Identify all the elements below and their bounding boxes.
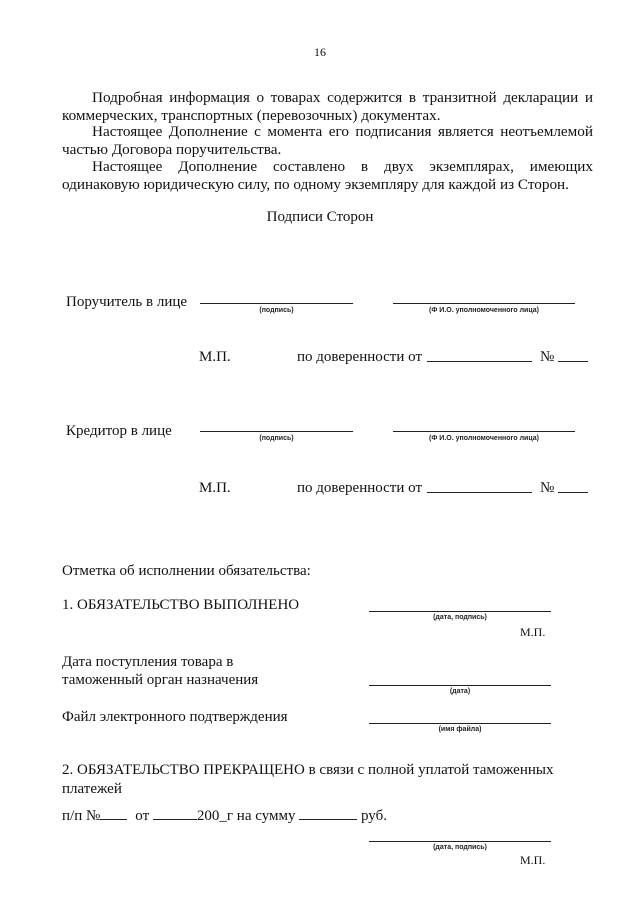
arrival-date-label-line: таможенный орган назначения [62, 672, 259, 688]
fulfilled-date-signature-line[interactable] [369, 611, 551, 612]
paragraph-line: частью Договора поручительства. [62, 141, 282, 158]
creditor-signature-caption: (подпись) [259, 435, 294, 442]
signatures-heading: Подписи Сторон [266, 209, 374, 225]
payment-order-from: от [135, 808, 150, 824]
guarantor-label: Поручитель в лице [66, 294, 188, 310]
arrival-date-label [62, 653, 258, 689]
arrival-date-label-line: Дата поступления товара в [62, 654, 234, 670]
payment-order-number-field[interactable] [100, 808, 127, 820]
creditor-seal: М.П. [199, 480, 231, 496]
guarantor-poa-label: по доверенности от [297, 349, 422, 365]
payment-order-prefix: п/п № [62, 808, 101, 824]
payment-currency: руб. [361, 808, 387, 824]
creditor-poa-number-line[interactable] [558, 492, 588, 493]
execution-title: Отметка об исполнении обязательства: [62, 563, 311, 579]
file-name-line[interactable] [369, 723, 551, 724]
obligation-terminated-line: 2. ОБЯЗАТЕЛЬСТВО ПРЕКРАЩЕНО в связи с полной уплатой таможенных [62, 762, 554, 778]
fulfilled-seal: М.П. [520, 625, 546, 639]
page-number: 16 [314, 45, 326, 59]
paragraph-line: Подробная информация о товарах содержится в транзитной декларации и [92, 89, 593, 106]
creditor-poa-label: по доверенности от [297, 480, 422, 496]
terminated-date-signature-line[interactable] [369, 841, 551, 842]
arrival-date-line[interactable] [369, 685, 551, 686]
fulfilled-caption: (дата, подпись) [433, 614, 487, 621]
guarantor-poa-date-line[interactable] [427, 361, 532, 362]
guarantor-signature-caption: (подпись) [259, 307, 294, 314]
obligation-terminated-line: платежей [62, 781, 122, 797]
creditor-name-caption: (Ф И.О. уполномоченного лица) [429, 435, 539, 442]
guarantor-number-sign: № [540, 349, 555, 365]
paragraph-line: Настоящее Дополнение с момента его подписания является неотъемлемой [92, 123, 593, 140]
creditor-name-line[interactable] [393, 431, 575, 432]
creditor-poa-date-line[interactable] [427, 492, 532, 493]
file-label: Файл электронного подтверждения [62, 709, 288, 725]
obligation-fulfilled-label: 1. ОБЯЗАТЕЛЬСТВО ВЫПОЛНЕНО [62, 597, 300, 613]
terminated-seal: М.П. [520, 853, 546, 867]
paragraph-copies [62, 158, 593, 194]
creditor-label: Кредитор в лице [66, 423, 172, 439]
terminated-caption: (дата, подпись) [433, 844, 487, 851]
payment-order-year: 200_г на сумму [196, 808, 296, 824]
file-name-caption: (имя файла) [438, 726, 482, 733]
paragraph-line: Настоящее Дополнение составлено в двух экземплярах, имеющих [92, 158, 593, 175]
guarantor-name-line[interactable] [393, 303, 575, 304]
paragraph-line: одинаковую юридическую силу, по одному экземпляру для каждой из Сторон. [62, 176, 569, 193]
paragraph-goods-info [62, 89, 593, 125]
paragraph-line: коммерческих, транспортных (перевозочных) документах. [62, 107, 441, 124]
obligation-terminated-label [62, 761, 553, 799]
payment-order-row [62, 808, 387, 825]
arrival-date-caption: (дата) [449, 688, 471, 695]
creditor-signature-line[interactable] [200, 431, 353, 432]
guarantor-poa-number-line[interactable] [558, 361, 588, 362]
guarantor-signature-line[interactable] [200, 303, 353, 304]
guarantor-seal: М.П. [199, 349, 231, 365]
paragraph-integral-part [62, 123, 593, 159]
payment-amount-field[interactable] [299, 808, 357, 820]
payment-order-date-field[interactable] [153, 808, 197, 820]
guarantor-name-caption: (Ф И.О. уполномоченного лица) [429, 307, 539, 314]
creditor-number-sign: № [540, 480, 555, 496]
